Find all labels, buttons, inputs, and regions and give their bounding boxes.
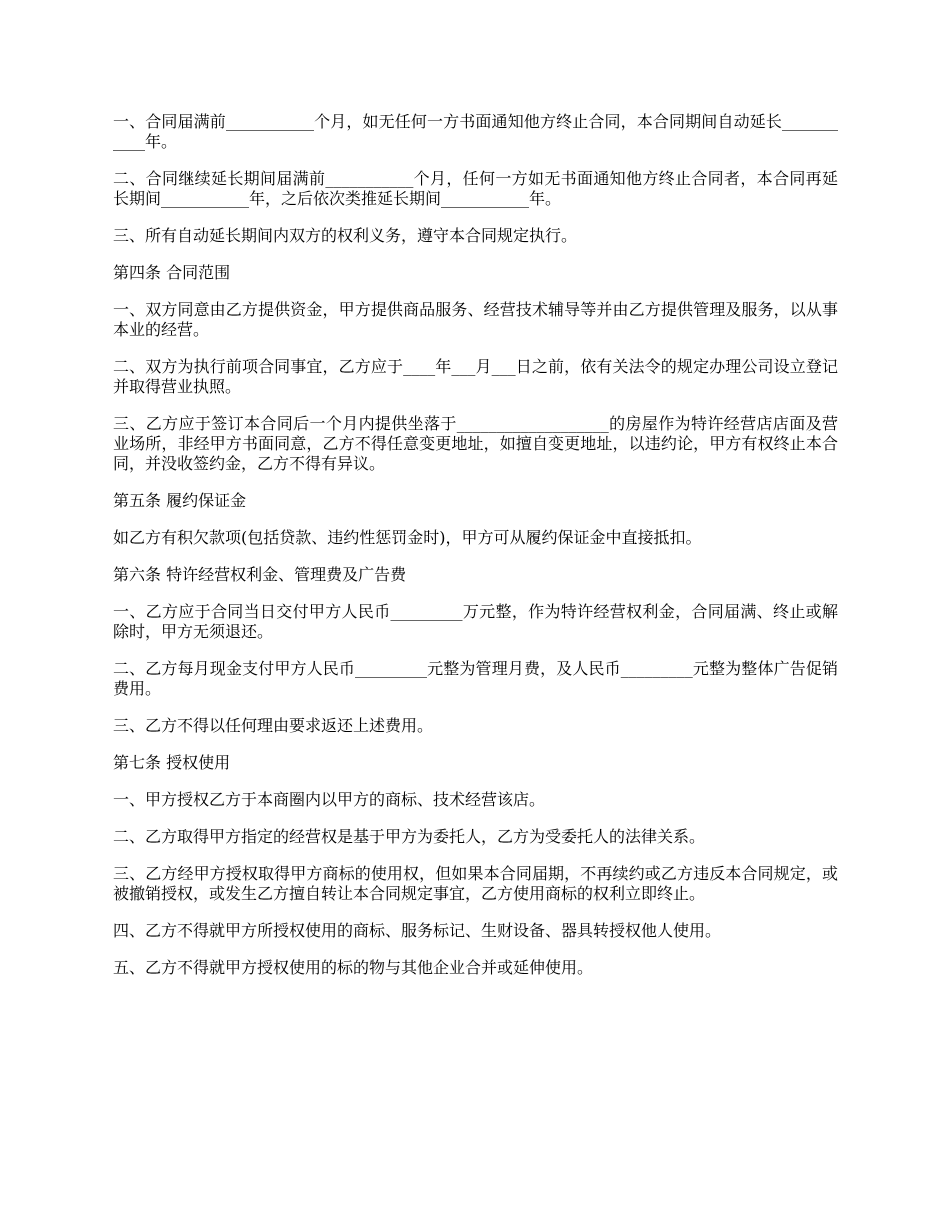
clause-paragraph: 一、甲方授权乙方于本商圈内以甲方的商标、技术经营该店。 <box>113 790 546 809</box>
clause-paragraph: 二、合同继续延长期间届满前___________个月，任何一方如无书面通知他方终止合同者，本合同再延长期间___________年，之后依次类推延长期间___________年。 <box>113 169 838 208</box>
clause-paragraph: 二、乙方取得甲方指定的经营权是基于甲方为委托人，乙方为受委托人的法律关系。 <box>113 827 706 846</box>
clause-paragraph: 二、双方为执行前项合同事宜，乙方应于____年___月___日之前，依有关法令的规定办理公司设立登记并取得营业执照。 <box>113 357 838 396</box>
clause-paragraph: 五、乙方不得就甲方授权使用的标的物与其他企业合并或延伸使用。 <box>113 958 594 977</box>
clause-paragraph: 三、乙方应于签订本合同后一个月内提供坐落于___________________的房屋作为特许经营店店面及营业场所，非经甲方书面同意，乙方不得任意变更地址，如擅自变更地址，以违约论，甲方有权终止本合同，并没收签约金，乙方不得有异议。 <box>113 414 838 473</box>
clause-paragraph: 一、乙方应于合同当日交付甲方人民币_________万元整，作为特许经营权利金，合同届满、终止或解除时，甲方无须退还。 <box>113 602 838 641</box>
clause-paragraph: 三、乙方不得以任何理由要求返还上述费用。 <box>113 716 434 735</box>
clause-paragraph: 四、乙方不得就甲方所授权使用的商标、服务标记、生财设备、器具转授权他人使用。 <box>113 921 722 940</box>
article-heading: 第七条 授权使用 <box>113 753 231 772</box>
clause-paragraph: 三、所有自动延长期间内双方的权利义务，遵守本合同规定执行。 <box>113 226 578 245</box>
clause-paragraph: 一、双方同意由乙方提供资金，甲方提供商品服务、经营技术辅导等并由乙方提供管理及服务，以从事本业的经营。 <box>113 300 838 339</box>
document-body <box>113 112 838 995</box>
clause-paragraph: 一、合同届满前___________个月，如无任何一方书面通知他方终止合同，本合同期间自动延长___________年。 <box>113 112 838 151</box>
article-heading: 第五条 履约保证金 <box>113 491 247 510</box>
article-heading: 第四条 合同范围 <box>113 263 231 282</box>
article-heading: 第六条 特许经营权利金、管理费及广告费 <box>113 565 407 584</box>
clause-paragraph: 三、乙方经甲方授权取得甲方商标的使用权，但如果本合同届期，不再续约或乙方违反本合同规定，或被撤销授权，或发生乙方擅自转让本合同规定事宜，乙方使用商标的权利立即终止。 <box>113 864 838 903</box>
clause-paragraph: 二、乙方每月现金支付甲方人民币_________元整为管理月费，及人民币_________元整为整体广告促销费用。 <box>113 659 838 698</box>
clause-paragraph: 如乙方有积欠款项(包括贷款、违约性惩罚金时)，甲方可从履约保证金中直接抵扣。 <box>113 528 702 547</box>
